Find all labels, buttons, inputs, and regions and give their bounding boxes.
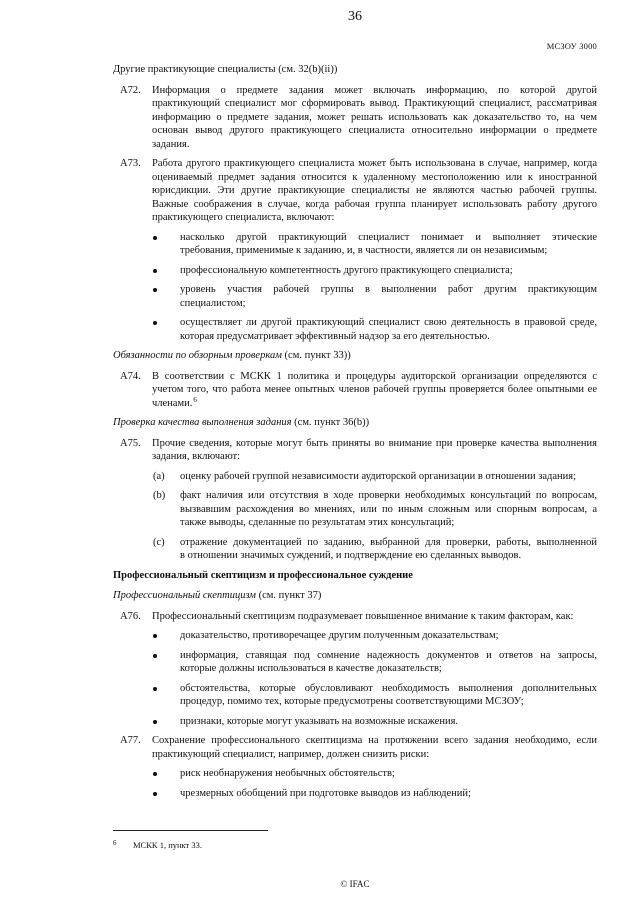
text-line: практикующего специалиста, включают: (152, 212, 335, 223)
text-line: риск необнаружения необычных обстоятельств; (180, 768, 395, 779)
bullet-icon (153, 321, 157, 325)
bullet-icon (153, 792, 157, 796)
text-line: вызвавшим расхождения во мнениях, или по иным сложным или спорным вопросам, а (180, 503, 597, 515)
heading-reference: (см. пункт 36(b)) (294, 417, 370, 428)
paragraph-label: A76. (120, 610, 141, 622)
bullet-icon (153, 269, 157, 273)
bullet-icon (153, 236, 157, 240)
bullet-item (113, 231, 597, 258)
text-line: Прочие сведения, которые могут быть приняты во внимание при проверке качества выполнения (152, 437, 597, 449)
text-line: факт наличия или отсутствия в ходе проверки необходимых консультаций по вопросам, (180, 490, 597, 501)
text-line: практикующий специалист мог сформировать вывод. Практикующий специалист, рассматривая (152, 98, 597, 109)
heading-title: Профессиональный скептицизм (113, 590, 256, 601)
bullet-icon (153, 720, 157, 724)
heading-reference: (см. пункт 33)) (284, 350, 351, 361)
text-line: также выводы, сделанные по результатам этих консультаций; (180, 517, 455, 528)
text-line: Информация о предмете задания может включать информацию, по которой другой (152, 84, 597, 96)
text-line: В соответствии с МСКК 1 политика и процедуры аудиторской организации определяются с (152, 370, 597, 382)
section-heading-quality-review (113, 416, 597, 430)
text-line: информация, ставящая под сомнение надежность документов и ответов на запросы, (180, 649, 597, 661)
text-line: задания. (152, 138, 190, 150)
text-line: профессиональную компетентность другого практикующего специалиста; (180, 264, 513, 276)
section-heading-other-practitioners: Другие практикующие специалисты (см. 32(b)(ii)) (113, 64, 338, 75)
paragraph-a75 (113, 437, 597, 464)
page-number: 36 (348, 9, 362, 24)
text-line: Профессиональный скептицизм подразумевает повышенное внимание к таким факторам, как: (152, 610, 574, 622)
page-body (113, 63, 597, 806)
section-heading-skepticism (113, 589, 597, 603)
footnote-text: МСКК 1, пункт 33. (133, 840, 203, 850)
paragraph-a72 (113, 84, 597, 152)
text-line: процедур, помимо тех, которые предусмотрены соответствующими МСЗОУ; (180, 696, 524, 707)
bullet-item (113, 649, 597, 676)
paragraph-label: A77. (120, 735, 141, 746)
text-line: отражение документацией по заданию, выбранной для проверки, работы, выполненной (180, 536, 597, 548)
text-line: информацию о предмете задания, может решать использовать как доказательство то, на чем (152, 111, 597, 123)
text-line: обстоятельства, которые обусловливают необходимость выполнения дополнительных (180, 682, 597, 694)
paragraph-a73 (113, 157, 597, 225)
text-line: задания, включают: (152, 451, 241, 462)
text-line: доказательство, противоречащее другим полученным доказательствам; (180, 630, 499, 641)
bullet-item (113, 316, 597, 343)
paragraph-a76 (113, 610, 597, 624)
text-line: юрисдикции. Эти другие практикующие специалисты не являются частью рабочей группы. (152, 185, 597, 196)
bullet-item (113, 283, 597, 310)
bullet-item (113, 767, 597, 781)
paragraph-label: A74. (120, 370, 141, 382)
text-line: основан вывод другого практикующего специалиста относительно информации о предмете (152, 125, 597, 136)
paragraph-a77 (113, 734, 597, 761)
section-heading-review-responsibilities (113, 349, 597, 363)
bullet-item (113, 264, 597, 278)
paragraph-label: A73. (120, 158, 141, 169)
text-line (152, 397, 597, 411)
text-line: Сохранение профессионального скептицизма на протяжении всего задания необходимо, если (152, 735, 597, 746)
text-line: осуществляет ли другой практикующий специалист свою деятельность в правовой среде, (180, 317, 597, 328)
list-item-b (113, 489, 597, 530)
bullet-icon (153, 687, 157, 691)
text-line: Работа другого практикующего специалиста может быть использована в случае, например, когда (152, 158, 597, 169)
paragraph-label: A75. (120, 437, 141, 449)
section-heading-skepticism-judgment: Профессиональный скептицизм и профессиональное суждение (113, 569, 413, 581)
text-line: практикующий специалист, например, должен снизить риски: (152, 748, 430, 760)
text-line: специалистом; (180, 297, 246, 309)
text-line: оцениваемый предмет задания относится к удаленному местоположению или к иностранной (152, 171, 597, 183)
copyright-footer: © IFAC (340, 879, 370, 889)
bullet-icon (153, 288, 157, 292)
heading-title: Проверка качества выполнения задания (113, 417, 292, 428)
text-line-content: членами. (152, 397, 193, 409)
text-line: учетом того, что работа менее опытных членов рабочей группы проверяется более опытными ее (152, 384, 597, 395)
text-line: требования, применимые к заданию, и, в частности, является ли он независимым; (180, 245, 548, 256)
bullet-icon (153, 654, 157, 658)
bullet-icon (153, 634, 157, 638)
bullet-item (113, 715, 597, 729)
text-line: Важные соображения в случае, когда рабочая группа планирует использовать работу другого (152, 198, 597, 210)
bullet-item (113, 682, 597, 709)
bullet-item (113, 629, 597, 643)
footnote-reference: 6 (193, 395, 197, 404)
text-line: чрезмерных обобщений при подготовке выводов из наблюдений; (180, 787, 471, 799)
list-item-a (113, 470, 597, 484)
text-line: признаки, которые могут указывать на возможные искажения. (180, 715, 459, 727)
heading-reference: (см. пункт 37) (258, 590, 322, 601)
list-item-c (113, 536, 597, 563)
footnote-separator (113, 830, 268, 831)
paragraph-a74 (113, 370, 597, 411)
text-line: уровень участия рабочей группы в выполнении работ другим практикующим (180, 284, 597, 295)
text-line: которая предусматривает эффективный надзор за его деятельностью. (180, 330, 490, 342)
text-line: в отношении значимых суждений, и подтверждение ею сделанных выводов. (180, 550, 522, 561)
standard-code: МСЗОУ 3000 (546, 41, 597, 51)
heading-title: Обязанности по обзорным проверкам (113, 350, 282, 361)
paragraph-label: A72. (120, 84, 141, 96)
text-line: насколько другой практикующий специалист понимает и выполняет этические (180, 231, 597, 243)
text-line: оценку рабочей группой независимости аудиторской организации в отношении задания; (180, 470, 577, 482)
bullet-item (113, 787, 597, 801)
bullet-icon (153, 772, 157, 776)
list-item-label: (b) (153, 490, 166, 501)
text-line: которые должны использоваться в качестве доказательств; (180, 663, 442, 674)
footnote-number: 6 (113, 839, 117, 847)
list-item-label: (a) (153, 470, 165, 482)
list-item-label: (c) (153, 536, 165, 548)
